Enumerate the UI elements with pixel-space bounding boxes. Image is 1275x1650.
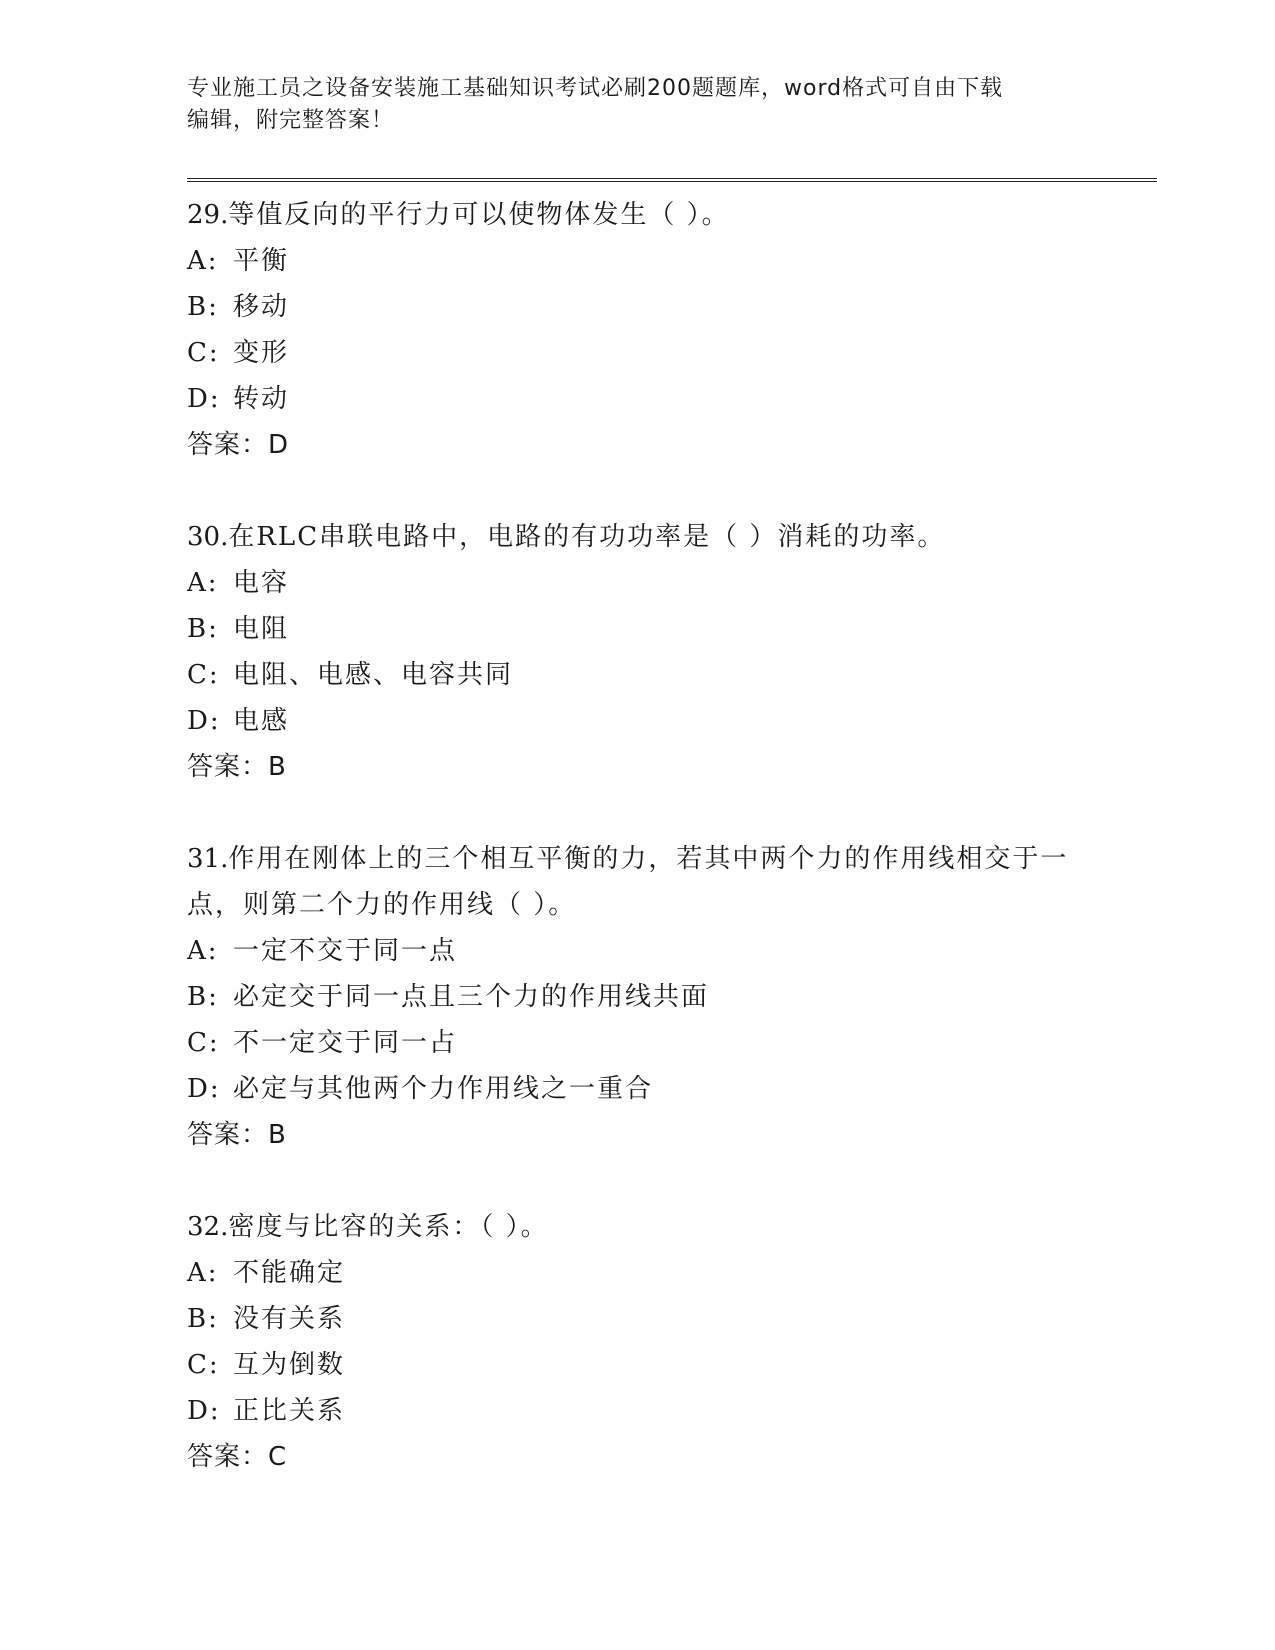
option-key: A:: [187, 1258, 219, 1288]
question-stem: [187, 836, 1087, 928]
question-text: 密度与比容的关系：（ ）。: [228, 1212, 549, 1242]
answer-line: 答案：B: [187, 1120, 287, 1150]
option-a: [187, 560, 1157, 606]
option-key: B:: [187, 982, 219, 1012]
option-key: C:: [187, 338, 220, 368]
option-key: C:: [187, 660, 220, 690]
question-stem: [187, 192, 1087, 238]
question-32: [187, 1204, 1157, 1480]
question-text: 在RLC串联电路中，电路的有功功率是（ ）消耗的功率。: [228, 522, 946, 552]
question-text: 等值反向的平行力可以使物体发生（ ）。: [228, 200, 730, 230]
option-key: A:: [187, 568, 219, 598]
option-text: 电阻: [233, 614, 290, 644]
question-stem: [187, 1204, 1087, 1250]
option-text: 电容: [233, 568, 290, 598]
option-b: [187, 1296, 1157, 1342]
header-divider: [187, 178, 1157, 182]
option-text: 正比关系: [233, 1396, 346, 1426]
option-text: 必定与其他两个力作用线之一重合: [233, 1074, 654, 1104]
option-key: B:: [187, 1304, 219, 1334]
option-key: B:: [187, 614, 219, 644]
option-a: [187, 1250, 1157, 1296]
question-list: [187, 192, 1157, 1526]
answer-line: 答案：B: [187, 752, 287, 782]
option-text: 不一定交于同一占: [233, 1028, 458, 1058]
option-d: [187, 376, 1157, 422]
answer-line: 答案：C: [187, 1442, 288, 1472]
header-line-1: 专业施工员之设备安装施工基础知识考试必刷200题题库，word格式可自由下载: [187, 76, 1004, 101]
option-c: [187, 652, 1157, 698]
option-key: A:: [187, 936, 219, 966]
question-text: 作用在刚体上的三个相互平衡的力，若其中两个力的作用线相交于一点，则第二个力的作用线（ ）。: [187, 844, 1069, 920]
question-29: [187, 192, 1157, 468]
option-text: 变形: [233, 338, 290, 368]
option-text: 转动: [233, 384, 290, 414]
option-key: C:: [187, 1350, 220, 1380]
option-b: [187, 606, 1157, 652]
option-key: D:: [187, 706, 221, 736]
document-header: [187, 73, 1087, 137]
answer-line: 答案：D: [187, 430, 290, 460]
option-key: C:: [187, 1028, 220, 1058]
option-b: [187, 284, 1157, 330]
option-a: [187, 928, 1157, 974]
option-text: 电阻、电感、电容共同: [233, 660, 514, 690]
option-text: 必定交于同一点且三个力的作用线共面: [233, 982, 710, 1012]
option-key: A:: [187, 246, 219, 276]
option-a: [187, 238, 1157, 284]
question-number: 32.: [187, 1212, 229, 1242]
option-text: 不能确定: [233, 1258, 346, 1288]
option-c: [187, 1020, 1157, 1066]
option-c: [187, 330, 1157, 376]
option-text: 电感: [233, 706, 290, 736]
option-text: 一定不交于同一点: [233, 936, 458, 966]
option-d: [187, 1066, 1157, 1112]
question-number: 29.: [187, 200, 229, 230]
option-key: D:: [187, 1074, 221, 1104]
option-d: [187, 698, 1157, 744]
option-text: 平衡: [233, 246, 290, 276]
option-b: [187, 974, 1157, 1020]
question-30: [187, 514, 1157, 790]
question-number: 31.: [187, 844, 229, 874]
option-c: [187, 1342, 1157, 1388]
question-number: 30.: [187, 522, 229, 552]
option-key: B:: [187, 292, 219, 322]
option-key: D:: [187, 384, 221, 414]
option-text: 互为倒数: [233, 1350, 346, 1380]
option-key: D:: [187, 1396, 221, 1426]
question-stem: [187, 514, 1087, 560]
question-31: [187, 836, 1157, 1158]
option-text: 没有关系: [233, 1304, 346, 1334]
option-d: [187, 1388, 1157, 1434]
header-line-2: 编辑，附完整答案！: [187, 108, 395, 133]
option-text: 移动: [233, 292, 290, 322]
